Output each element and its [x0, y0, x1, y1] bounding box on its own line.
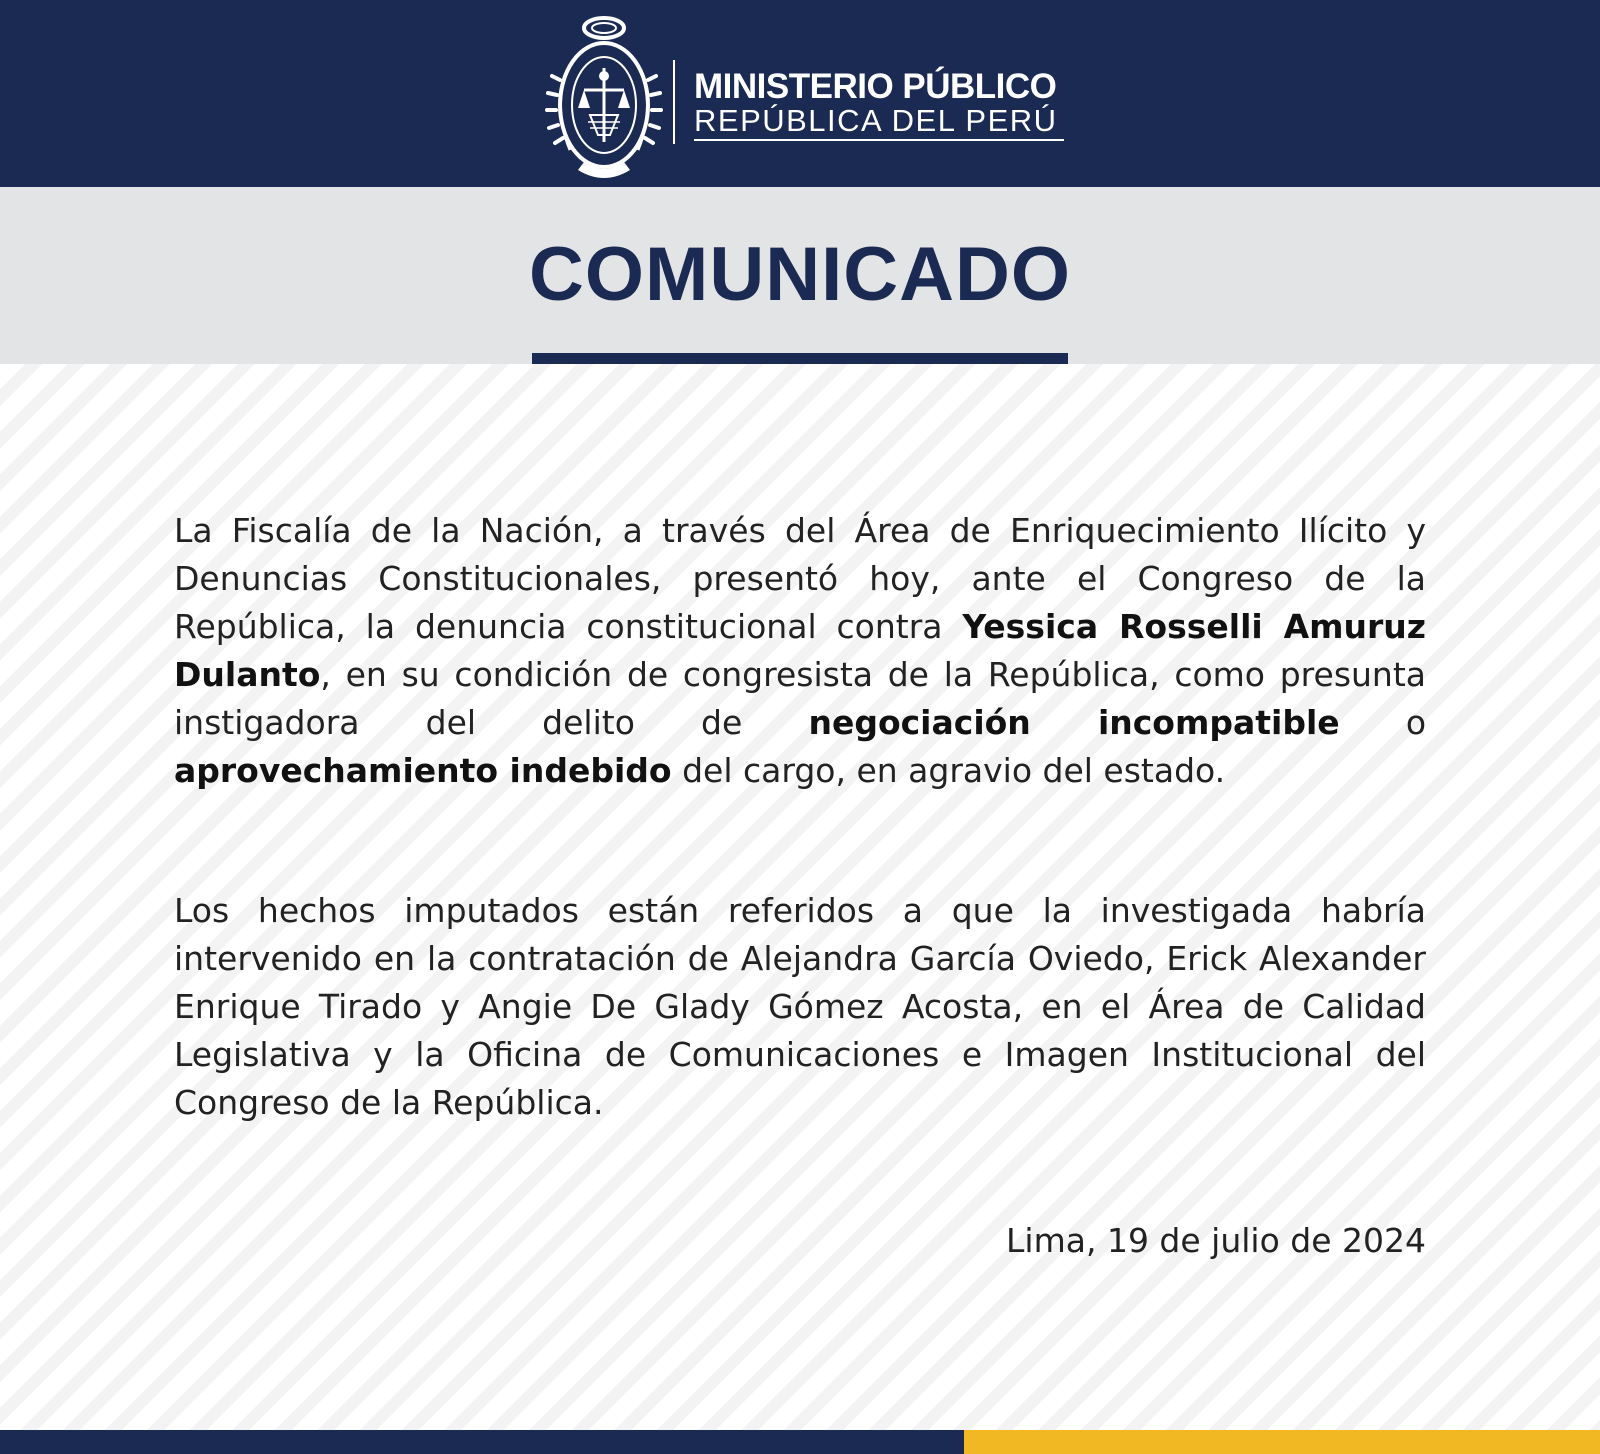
paragraph-2: Los hechos imputados están referidos a que la investigada habría intervenido en la contratación de Alejandra García Oviedo, Erick Alexander Enrique Tirado y Angie De Glady Gómez Acosta, en el Área de Calidad Legislativa y la Oficina de Comunicaciones e Imagen Institucional del Congreso de la República.: [174, 891, 1426, 1122]
header-banner: [0, 0, 1600, 187]
footer-bar-navy: [0, 1430, 964, 1454]
header-divider: [673, 60, 675, 144]
paragraph-1-text-3: o: [1339, 703, 1427, 742]
footer-bar-gold: [964, 1430, 1600, 1454]
page-title: COMUNICADO: [529, 232, 1071, 317]
paragraph-1-text-2: , en su condición de congresista de la República, como presunta instigadora del delito de: [174, 655, 1426, 742]
paragraph-1: [174, 507, 1426, 795]
org-country: REPÚBLICA DEL PERÚ: [694, 104, 1064, 141]
crime-term-1: negociación incompatible: [808, 703, 1340, 742]
ministerio-publico-seal-icon: [540, 10, 668, 180]
paragraph-1-text-4: del cargo, en agravio del estado.: [671, 751, 1226, 790]
paragraph-1-text-1: La Fiscalía de la Nación, a través del Área de Enriquecimiento Ilícito y Denuncias Constitucionales, presentó hoy, ante el Congreso de la República, la denuncia constitucional contra: [174, 511, 1426, 646]
crime-term-2: aprovechamiento indebido: [174, 751, 672, 790]
date-line: Lima, 19 de julio de 2024: [1006, 1221, 1426, 1260]
accused-name: Yessica Rosselli Amuruz Dulanto: [174, 607, 1426, 694]
org-name: MINISTERIO PÚBLICO: [694, 67, 1057, 106]
